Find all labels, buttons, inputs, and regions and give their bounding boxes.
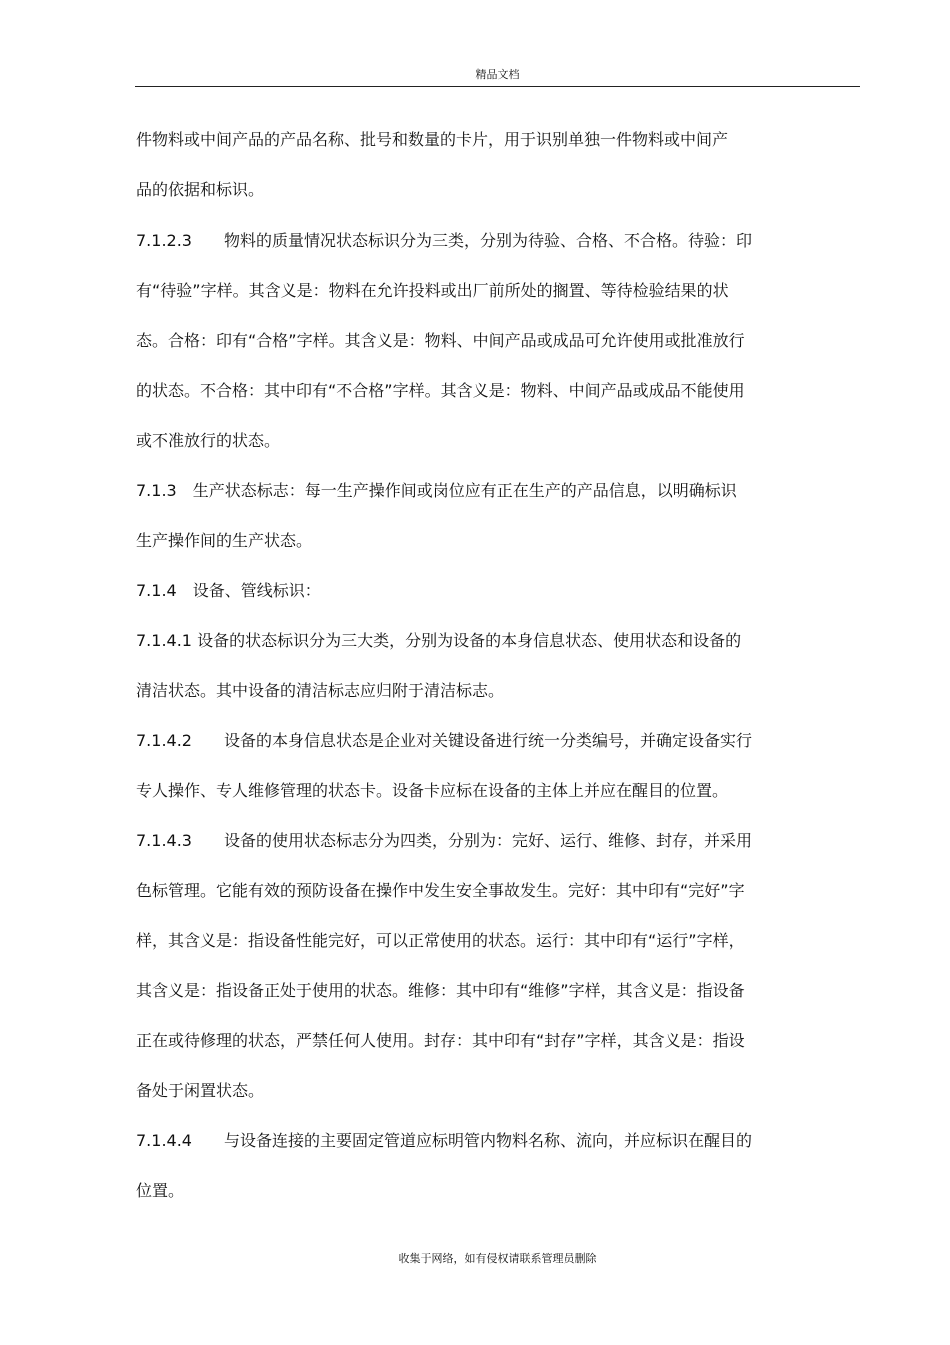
body-line: 清洁状态。其中设备的清洁标志应归附于清洁标志。: [136, 681, 505, 700]
page-header: [135, 62, 860, 87]
body-line: 或不准放行的状态。: [136, 431, 281, 450]
body-line: 其含义是：指设备正处于使用的状态。维修：其中印有“维修”字样，其含义是：指设备: [136, 981, 745, 1000]
body-line: 态。合格：印有“合格”字样。其含义是：物料、中间产品或成品可允许使用或批准放行: [136, 331, 745, 350]
body-line: 正在或待修理的状态，严禁任何人使用。封存：其中印有“封存”字样，其含义是：指设: [136, 1031, 745, 1050]
body-line: 7.1.4 设备、管线标识：: [136, 581, 321, 600]
body-line: 色标管理。它能有效的预防设备在操作中发生安全事故发生。完好：其中印有“完好”字: [136, 881, 745, 900]
body-line: 的状态。不合格：其中印有“不合格”字样。其含义是：物料、中间产品或成品不能使用: [136, 381, 745, 400]
body-line: 7.1.3 生产状态标志：每一生产操作间或岗位应有正在生产的产品信息，以明确标识: [136, 481, 737, 500]
body-line: 备处于闲置状态。: [136, 1081, 265, 1100]
body-line: 专人操作、专人维修管理的状态卡。设备卡应标在设备的主体上并应在醒目的位置。: [136, 781, 729, 800]
body-line: 有“待验”字样。其含义是：物料在允许投料或出厂前所处的搁置、等待检验结果的状: [136, 281, 729, 300]
body-line: 7.1.4.3 设备的使用状态标志分为四类，分别为：完好、运行、维修、封存，并采用: [136, 831, 752, 850]
body-line: 样，其含义是：指设备性能完好，可以正常使用的状态。运行：其中印有“运行”字样，: [136, 931, 745, 950]
body-line: 生产操作间的生产状态。: [136, 531, 313, 550]
header-title: 精品文档: [475, 68, 520, 81]
body-line: 7.1.2.3 物料的质量情况状态标识分为三类，分别为待验、合格、不合格。待验：印: [136, 231, 752, 250]
body-line: 7.1.4.4 与设备连接的主要固定管道应标明管内物料名称、流向，并应标识在醒目的: [136, 1131, 752, 1150]
body-line: 7.1.4.1 设备的状态标识分为三大类，分别为设备的本身信息状态、使用状态和设备的: [136, 631, 742, 650]
body-line: 位置。: [136, 1181, 185, 1200]
body-line: 件物料或中间产品的产品名称、批号和数量的卡片，用于识别单独一件物料或中间产: [136, 130, 729, 149]
body-line: 7.1.4.2 设备的本身信息状态是企业对关键设备进行统一分类编号，并确定设备实行: [136, 731, 752, 750]
body-line: 品的依据和标识。: [136, 180, 265, 199]
page-footer: 收集于网络，如有侵权请联系管理员删除: [398, 1252, 597, 1265]
